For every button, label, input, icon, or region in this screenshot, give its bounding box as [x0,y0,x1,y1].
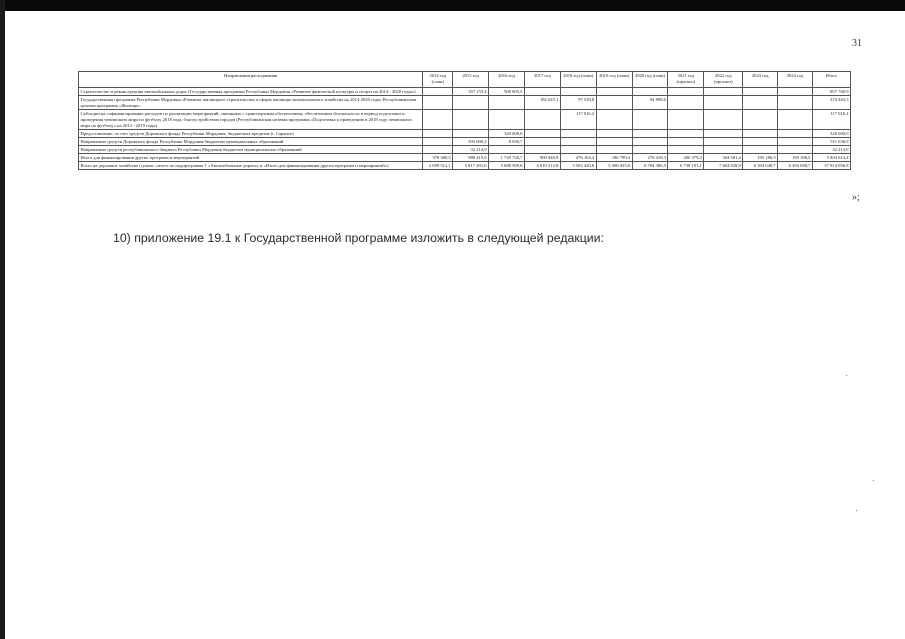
value-cell [524,146,560,154]
value-cell [423,88,453,96]
column-header: 2017 год [524,72,560,88]
value-cell [560,130,596,138]
column-header: 2014 год (план) [423,72,453,88]
value-cell [524,88,560,96]
value-cell [778,110,813,130]
value-cell [668,146,704,154]
value-cell [632,146,668,154]
scan-border-left [0,0,5,639]
value-cell [453,130,489,138]
column-header: Итого [812,72,850,88]
scan-border-top [0,0,905,11]
row-label-cell: Субсидии на софинансирование расходов по реализации мероприятий, связанных с транспортным обеспечением, обеспечением безопасности в период подготовки и проведения чемпионата мира по футболу 2018 года, благоустройством городов (Республиканская целевая программа «Подготовка к проведению в 2018 году чемпионата мира по футболу» на 2013 - 2019 годы) [79,110,423,130]
value-cell: 94 898,6 [632,96,668,110]
scan-speck [873,480,874,481]
value-cell: 97 539,8 [560,96,596,110]
column-header: 2023 год [743,72,778,88]
value-cell: 2 099 512,1 [423,162,453,170]
row-label-cell: Итого для финансирования других программ и мероприятий [79,154,423,162]
value-cell [743,88,778,96]
value-cell [743,130,778,138]
value-cell: 503 600,2 [453,138,489,146]
column-header: 2024 год [778,72,813,88]
column-header: 2021 год (прогноз) [668,72,704,88]
value-cell: 117 016,2 [812,110,850,130]
value-cell [778,96,813,110]
value-cell [704,88,743,96]
value-cell: 374 463,5 [812,96,850,110]
value-cell [704,96,743,110]
value-cell [489,110,525,130]
table-row [79,154,851,162]
table-row [79,110,851,130]
value-cell: 3 563 420,8 [560,162,596,170]
row-label-cell: Направление средств Дорожного фонда Республики Мордовия бюджетам муниципальных образований [79,138,423,146]
table-row [79,130,851,138]
value-cell [453,96,489,110]
value-cell [423,96,453,110]
value-cell: 500 605,5 [489,88,525,96]
value-cell [423,146,453,154]
column-header: 2022 год (прогноз) [704,72,743,88]
value-cell [596,96,632,110]
value-cell [668,110,704,130]
value-cell: 988 415,6 [453,154,489,162]
value-cell [560,138,596,146]
value-cell [524,110,560,130]
table-row [79,96,851,110]
value-cell [489,146,525,154]
table-row [79,146,851,154]
value-cell: 4 010 512,8 [524,162,560,170]
table-row [79,162,851,170]
value-cell [668,96,704,110]
value-cell: 357 155,4 [453,88,489,96]
row-label-cell: Предоставление, за счет средств Дорожного фонда Республики Мордовия, бюджетных кредитов (г. Саранск) [79,130,423,138]
value-cell [524,130,560,138]
value-cell [632,130,668,138]
table-row [79,138,851,146]
table-row [79,88,851,96]
amendment-paragraph: 10) приложение 19.1 к Государственной программе изложить в следующей редакции: [113,231,604,245]
row-label-cell: Направление средств республиканского бюджета Республики Мордовия бюджетам муниципальных образований [79,146,423,154]
column-header: 2018 год (план) [560,72,596,88]
value-cell [704,146,743,154]
value-cell: 511 636,9 [812,138,850,146]
value-cell: 182 025,1 [524,96,560,110]
value-cell: 7 404 829,9 [704,162,743,170]
row-label-cell: Строительство и реконструкция автомобильных дорог (Государственная программа Республики Мордовия «Развитие физической культуры и спорта на 2014 - 2020 годы») [79,88,423,96]
value-cell [560,88,596,96]
column-header: Направления расходования [79,72,423,88]
value-cell: 320 000,0 [812,130,850,138]
value-cell [596,110,632,130]
value-cell [743,96,778,110]
value-cell [778,130,813,138]
value-cell [668,138,704,146]
value-cell [778,138,813,146]
value-cell [453,110,489,130]
value-cell [632,110,668,130]
column-header: 2015 год [453,72,489,88]
value-cell [778,88,813,96]
row-label-cell: Всего на дорожное хозяйство (сумма: «итого по подпрограмме 1 «Автомобильные дороги» и «Итого для финансирования других программ и мероприятий») [79,162,423,170]
value-cell: 5 088 589,6 [489,162,525,170]
value-cell [704,138,743,146]
value-cell: 6 704 386,5 [632,162,668,170]
budget-table [78,71,851,170]
closing-quote-mark: »; [852,192,860,203]
value-cell: 200 379,3 [668,154,704,162]
value-cell: 195 186,5 [778,154,813,162]
value-cell [596,88,632,96]
value-cell: 195 186,5 [743,154,778,162]
value-cell [560,146,596,154]
value-cell: 378 380,5 [423,154,453,162]
value-cell: 476 104,4 [560,154,596,162]
value-cell: 8 036,7 [489,138,525,146]
value-cell [778,146,813,154]
value-cell [743,146,778,154]
value-cell [423,138,453,146]
value-cell [596,146,632,154]
column-header: 2016 год [489,72,525,88]
value-cell [423,130,453,138]
value-cell: 57 814 056,8 [812,162,850,170]
value-cell: 6 394 048,7 [778,162,813,170]
value-cell: 1 729 720,7 [489,154,525,162]
value-cell: 3 817 491,6 [453,162,489,170]
value-cell [668,130,704,138]
value-cell: 270 418,3 [632,154,668,162]
scan-speck [856,510,857,511]
value-cell [704,110,743,130]
value-cell [704,130,743,138]
value-cell: 32 214,9 [812,146,850,154]
page-number: 31 [852,38,862,49]
value-cell [668,88,704,96]
budget-table-container [78,71,851,170]
value-cell: 304 581,4 [704,154,743,162]
value-cell: 32 214,9 [453,146,489,154]
value-cell: 900 040,9 [524,154,560,162]
value-cell [423,110,453,130]
value-cell [632,138,668,146]
row-label-cell: Государственная программа Республики Мордовия «Развитие жилищного строительства и сферы жилищно-коммунального хозяйства на 2014-2020 годы, Республиканская целевая программа «Жилище» [79,96,423,110]
value-cell [743,138,778,146]
value-cell [743,110,778,130]
value-cell: 5 300 025,0 [596,162,632,170]
value-cell [524,138,560,146]
value-cell [489,96,525,110]
value-cell: 320 000,0 [489,130,525,138]
value-cell [596,138,632,146]
value-cell: 6 738 191,1 [668,162,704,170]
value-cell: 186 799,4 [596,154,632,162]
value-cell: 5 834 613,4 [812,154,850,162]
value-cell: 857 760,9 [812,88,850,96]
column-header: 2020 год (план) [632,72,668,88]
scan-speck [846,375,847,376]
value-cell [596,130,632,138]
column-header: 2019 год (план) [596,72,632,88]
table-body [79,88,851,170]
value-cell: 117 016,2 [560,110,596,130]
value-cell [632,88,668,96]
table-header-row [79,72,851,88]
value-cell: 6 394 048,7 [743,162,778,170]
